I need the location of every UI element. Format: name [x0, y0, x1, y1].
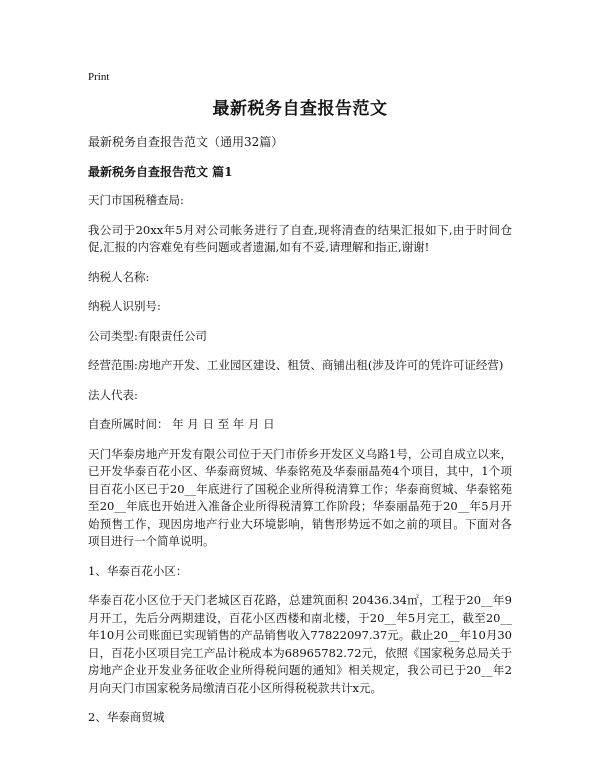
paragraph-company-type: 公司类型:有限责任公司 — [88, 328, 207, 343]
paragraph-intro: 我公司于20xx年5月对公司帐务进行了自查,现将清查的结果汇报如下,由于时间仓促,汇报的内容难免有些问题或者遗漏,如有不妥,请理解和指正,谢谢! — [88, 222, 512, 254]
paragraph-item-1-detail: 华泰百花小区位于天门老城区百花路，总建筑面积 20436.34㎡，工程于20__年9月开工，先后分两期建设，百花小区西楼和南北楼，于20__年5月完工，截至20__年10月公司账面已实现销售的产品销售收入77822097.37元。截止20__年10月30日，百花小区项目完工产品计税成本为68965782.72元，依照《国家税务总局关于房地产企业开发业务征收企业所得税问题的通知》相关规定，我公司已于20__年2月向天门市国家税务局缴清百花小区所得税税款共计x元。 — [88, 593, 512, 695]
document-subtitle: 最新税务自查报告范文（通用32篇） — [88, 135, 284, 149]
paragraph-audit-period: 自查所属时间： 年 月 日 至 年 月 日 — [88, 417, 275, 431]
paragraph-legal-representative: 法人代表: — [88, 387, 138, 402]
paragraph-item-1-heading: 1、华泰百花小区： — [88, 563, 188, 578]
paragraph-business-scope: 经营范围:房地产开发、工业园区建设、租赁、商铺出租(涉及许可的凭许可证经营) — [88, 358, 504, 372]
section-heading: 最新税务自查报告范文 篇1 — [88, 165, 233, 179]
paragraph-taxpayer-name: 纳税人名称: — [88, 269, 150, 284]
document-title: 最新税务自查报告范文 — [212, 99, 388, 119]
paragraph-company-overview: 天门华泰房地产开发有限公司位于天门市侨乡开发区义乌路1号，公司自成立以来，已开发华泰百花小区、华泰商贸城、华泰铭苑及华泰丽晶苑4个项目，其中，1个项目百花小区已于20__年底进行了国税企业所得税清算工作；华泰商贸城、华泰铭苑至20__年底也开始进入准备企业所得税清算工作阶段；华泰丽晶苑于20__年5月开始预售工作，现因房地产行业大环境影响，销售形势远不如之前的项目。下面对各项目进行一个简单说明。 — [88, 446, 512, 548]
paragraph-taxpayer-id: 纳税人识别号: — [88, 299, 161, 313]
paragraph-item-2-heading: 2、华泰商贸城 — [88, 710, 165, 724]
paragraph-addressee: 天门市国税稽查局: — [88, 193, 184, 207]
print-label[interactable]: Print — [88, 71, 110, 83]
